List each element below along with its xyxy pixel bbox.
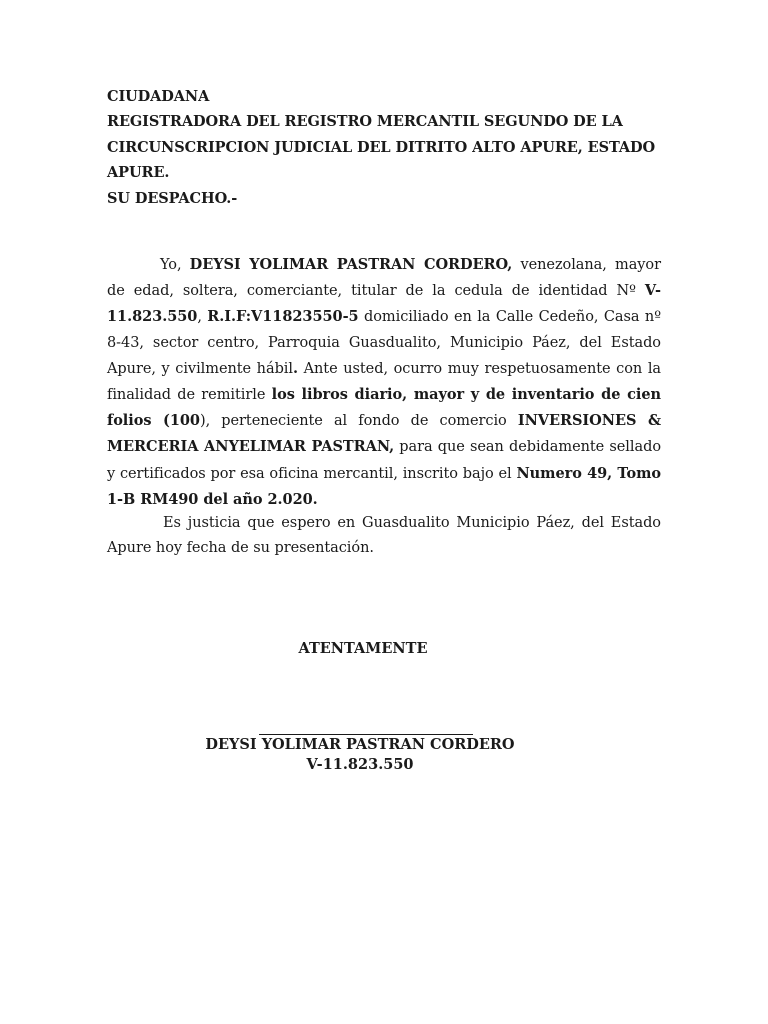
addressee-block [107,84,667,211]
text-run: para que sean debidamente sellado y certificados por esa oficina mercantil, inscrito bajo el [107,439,661,482]
body-paragraph-1 [107,252,661,513]
applicant-name: DEYSI YOLIMAR PASTRAN CORDERO, [189,256,513,273]
text-run: ), perteneciente al fondo de comercio [199,413,518,430]
cedula-number: V-11.823.550 [107,282,661,326]
rif-number: R.I.F:V11823550-5 [207,308,359,326]
text-run: venezolana, mayor de edad, soltera, comerciante, titular de la cedula de identidad Nº [107,257,661,300]
addressee-line: APURE. [107,164,170,182]
addressee-line: REGISTRADORA DEL REGISTRO MERCANTIL SEGUNDO DE LA [107,113,623,131]
signatory-name: DEYSI YOLIMAR PASTRAN CORDERO [205,736,515,753]
closing-salutation: ATENTAMENTE [298,640,428,657]
business-name: INVERSIONES & MERCERIA ANYELIMAR PASTRAN, [107,412,661,456]
registration-reference: Numero 49, Tomo 1-B RM490 del año 2.020. [107,464,662,508]
books-description: los libros diario, mayor y de inventario de cien folios (100 [107,386,661,430]
signature-line [259,734,473,735]
text-run: domiciliado en la Calle Cedeño, Casa nº 8-43, sector centro, Parroquia Guasdualito, Municipio Páez, del Estado Apure, y civilmente hábil [107,309,661,377]
addressee-line: CIRCUNSCRIPCION JUDICIAL DEL DITRITO ALTO APURE, ESTADO [107,138,656,156]
body-paragraph-2: Es justicia que espero en Guasdualito Municipio Páez, del Estado Apure hoy fecha de su presentación. [107,515,661,557]
signatory-id: V-11.823.550 [306,756,414,773]
text-run: , [197,309,208,326]
text-run: Ante usted, ocurro muy respetuosamente con la finalidad de remitirle [107,360,662,404]
addressee-line: SU DESPACHO.- [107,189,238,207]
text-run-bold: . [292,359,298,377]
text-run: Yo, [160,257,190,273]
addressee-line: CIUDADANA [107,88,210,105]
